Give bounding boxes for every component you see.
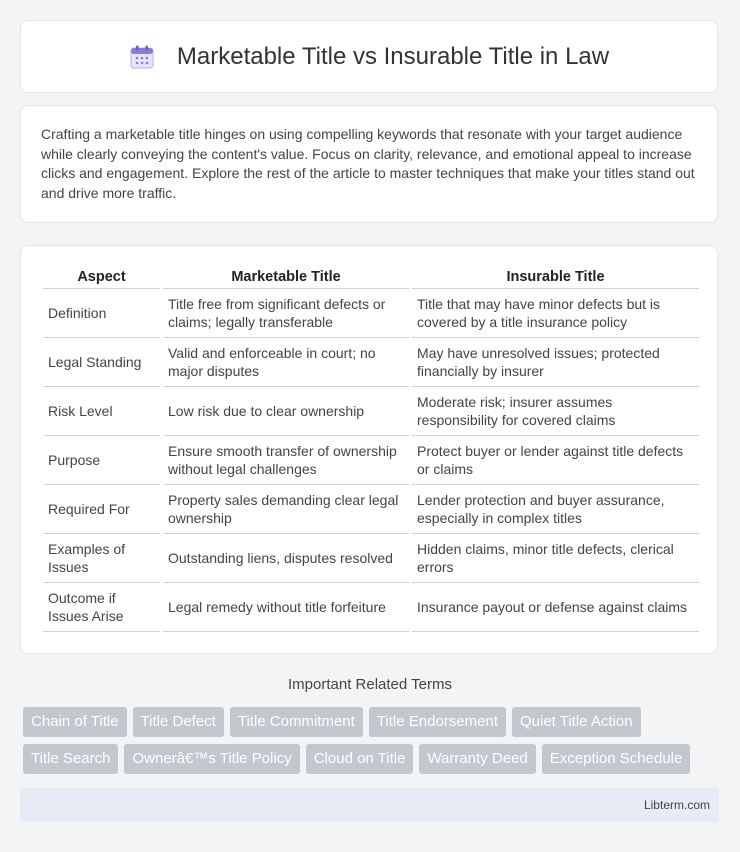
comparison-card	[20, 245, 718, 654]
header-insurable: Insurable Title	[412, 266, 699, 289]
tag-exception-schedule[interactable]: Exception Schedule	[542, 744, 691, 774]
cell-aspect: Purpose	[43, 436, 160, 485]
tag-title-search[interactable]: Title Search	[23, 744, 118, 774]
title-card	[20, 20, 718, 93]
cell-aspect: Risk Level	[43, 387, 160, 436]
footer-brand-link[interactable]: Libterm.com	[643, 798, 710, 812]
cell-marketable: Legal remedy without title forfeiture	[163, 583, 409, 632]
cell-insurable: Insurance payout or defense against claims	[412, 583, 699, 632]
cell-insurable: Moderate risk; insurer assumes responsibility for covered claims	[412, 387, 699, 436]
table-row	[43, 436, 699, 485]
related-terms-tags	[23, 707, 723, 781]
cell-aspect: Legal Standing	[43, 338, 160, 387]
tag-warranty-deed[interactable]: Warranty Deed	[419, 744, 535, 774]
cell-insurable: Protect buyer or lender against title defects or claims	[412, 436, 699, 485]
cell-marketable: Valid and enforceable in court; no major disputes	[163, 338, 409, 387]
table-row	[43, 534, 699, 583]
tag-quiet-title-action[interactable]: Quiet Title Action	[512, 707, 641, 737]
header-marketable: Marketable Title	[163, 266, 409, 289]
table-row	[43, 485, 699, 534]
table-row	[43, 289, 699, 338]
cell-insurable: Title that may have minor defects but is covered by a title insurance policy	[412, 289, 699, 338]
page-title	[129, 43, 609, 71]
cell-aspect: Definition	[43, 289, 160, 338]
cell-insurable: Lender protection and buyer assurance, especially in complex titles	[412, 485, 699, 534]
tag-row	[23, 744, 723, 774]
footer	[20, 788, 719, 822]
tag-title-defect[interactable]: Title Defect	[133, 707, 224, 737]
cell-marketable: Ensure smooth transfer of ownership without legal challenges	[163, 436, 409, 485]
table-row	[43, 583, 699, 632]
related-terms-heading: Important Related Terms	[288, 676, 452, 693]
cell-aspect: Examples of Issues	[43, 534, 160, 583]
cell-marketable: Outstanding liens, disputes resolved	[163, 534, 409, 583]
tag-title-endorsement[interactable]: Title Endorsement	[369, 707, 506, 737]
cell-marketable: Low risk due to clear ownership	[163, 387, 409, 436]
cell-aspect: Required For	[43, 485, 160, 534]
intro-card	[20, 105, 718, 223]
tag-owners-title-policy[interactable]: Ownerâ€™s Title Policy	[124, 744, 299, 774]
table-header-row	[43, 266, 699, 289]
calendar-icon	[129, 44, 155, 70]
tag-cloud-on-title[interactable]: Cloud on Title	[306, 744, 414, 774]
cell-insurable: Hidden claims, minor title defects, clerical errors	[412, 534, 699, 583]
cell-marketable: Property sales demanding clear legal ownership	[163, 485, 409, 534]
cell-marketable: Title free from significant defects or claims; legally transferable	[163, 289, 409, 338]
intro-paragraph: Crafting a marketable title hinges on using compelling keywords that resonate with your target audience while clearly conveying the content's value. Focus on clarity, relevance, and emotional appeal to increase clicks and engagement. Explore the rest of the article to master techniques that make your titles stand out and drive more traffic.	[41, 126, 695, 201]
comparison-table	[40, 266, 702, 632]
tag-title-commitment[interactable]: Title Commitment	[230, 707, 363, 737]
table-row	[43, 338, 699, 387]
tag-chain-of-title[interactable]: Chain of Title	[23, 707, 127, 737]
page-title-text: Marketable Title vs Insurable Title in Law	[176, 42, 610, 70]
header-aspect: Aspect	[43, 266, 160, 289]
table-row	[43, 387, 699, 436]
cell-aspect: Outcome if Issues Arise	[43, 583, 160, 632]
tag-row	[23, 707, 723, 737]
cell-insurable: May have unresolved issues; protected financially by insurer	[412, 338, 699, 387]
